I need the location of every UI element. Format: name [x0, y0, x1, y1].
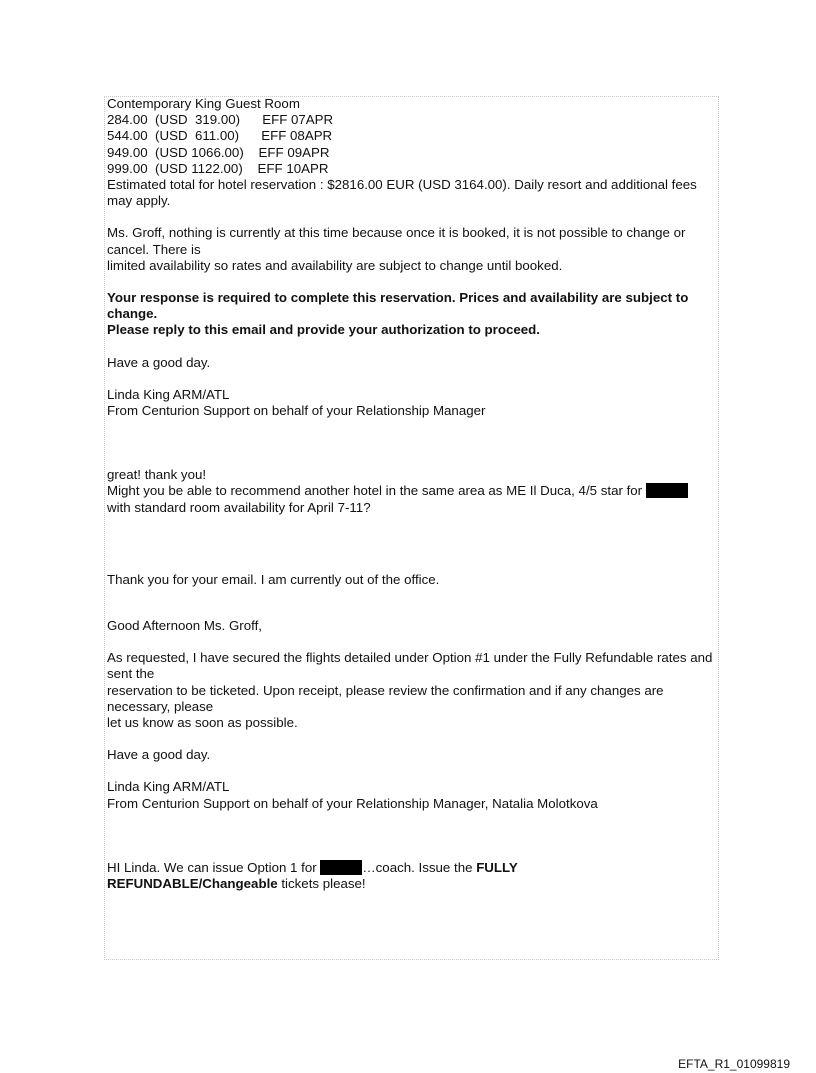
- rate-line: 999.00 (USD 1122.00) EFF 10APR: [107, 160, 329, 176]
- auto-reply: Thank you for your email. I am currently out of the office.: [107, 571, 440, 587]
- body-line: As requested, I have secured the flights detailed under Option #1 under the Fully Refundable rates and sent the: [107, 650, 713, 682]
- greeting: Good Afternoon Ms. Groff,: [107, 618, 262, 634]
- option-request: HI Linda. We can issue Option 1 for …coach. Issue the FULLY: [107, 859, 518, 875]
- rate-line: 544.00 (USD 611.00) EFF 08APR: [107, 128, 333, 144]
- redaction-box: [320, 860, 362, 875]
- reply-instruction: Please reply to this email and provide your authorization to proceed.: [107, 322, 540, 338]
- body-line: reservation to be ticketed. Upon receipt, please review the confirmation and if any changes are necessary, please: [107, 682, 664, 714]
- availability-note: Ms. Groff, nothing is currently at this time because once it is booked, it is not possible to change or cancel. There is: [107, 225, 686, 257]
- reply-line: Might you be able to recommend another hotel in the same area as ME Il Duca, 4/5 star for: [107, 483, 719, 499]
- document-id: EFTA_R1_01099819: [678, 1057, 790, 1071]
- estimate-text: Estimated total for hotel reservation : $2816.00 EUR (USD 3164.00). Daily resort and additional fees may apply.: [107, 177, 697, 209]
- room-title: Contemporary King Guest Room: [107, 96, 300, 111]
- body-line: let us know as soon as possible.: [107, 715, 298, 731]
- signature-name: Linda King ARM/ATL: [107, 779, 230, 795]
- reply-line: with standard room availability for April 7-11?: [107, 499, 371, 515]
- signature-from: From Centurion Support on behalf of your Relationship Manager: [107, 403, 486, 419]
- rate-line: 949.00 (USD 1066.00) EFF 09APR: [107, 144, 330, 160]
- closing: Have a good day.: [107, 354, 211, 370]
- signature-from: From Centurion Support on behalf of your Relationship Manager, Natalia Molotkova: [107, 795, 598, 811]
- closing: Have a good day.: [107, 747, 211, 763]
- email-thread: [107, 96, 719, 892]
- response-required: Your response is required to complete this reservation. Prices and availability are subject to change.: [107, 290, 689, 322]
- rate-line: 284.00 (USD 319.00) EFF 07APR: [107, 112, 334, 128]
- option-request: REFUNDABLE/Changeable tickets please!: [107, 876, 366, 892]
- reply-line: great! thank you!: [107, 467, 207, 483]
- availability-note: limited availability so rates and availability are subject to change until booked.: [107, 257, 563, 273]
- signature-name: Linda King ARM/ATL: [107, 386, 230, 402]
- redaction-box: [646, 483, 688, 498]
